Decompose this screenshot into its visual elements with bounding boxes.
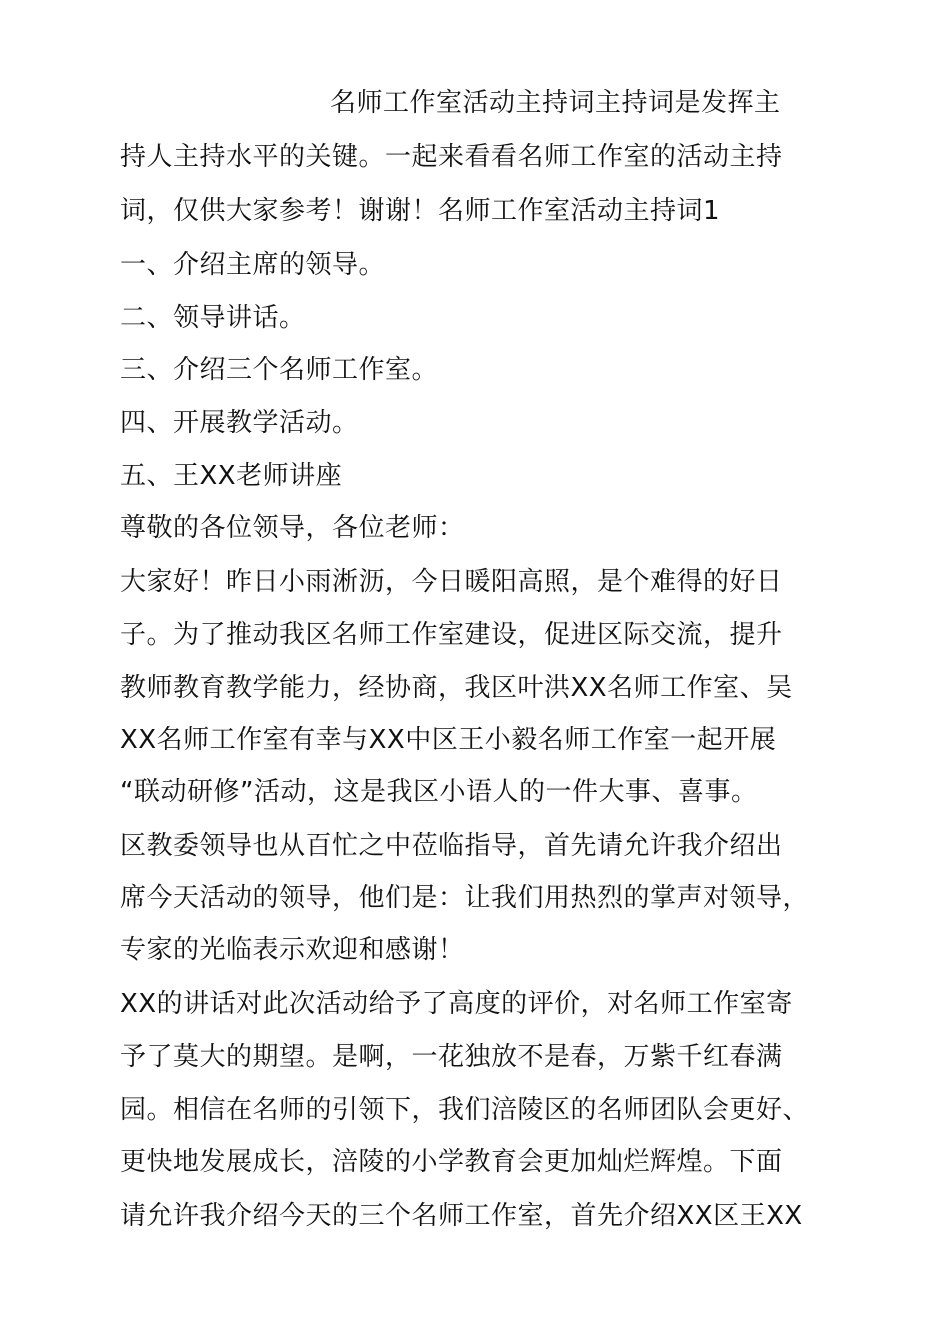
document-title-line: 名师工作室活动主持词主持词是发挥主 — [330, 88, 781, 118]
text-line: 更快地发展成长，涪陵的小学教育会更加灿烂辉煌。下面 — [120, 1147, 783, 1177]
text-line: 词，仅供大家参考！谢谢！名师工作室活动主持词1 — [120, 196, 721, 226]
agenda-item: 四、开展教学活动。 — [120, 408, 359, 438]
agenda-item: 二、领导讲话。 — [120, 303, 306, 333]
text-line: 大家好！昨日小雨淅沥，今日暖阳高照，是个难得的好日 — [120, 567, 783, 597]
text-line: 请允许我介绍今天的三个名师工作室，首先介绍XX区王XX — [120, 1201, 803, 1231]
salutation-line: 尊敬的各位领导，各位老师： — [120, 513, 465, 543]
text-line: 专家的光临表示欢迎和感谢！ — [120, 935, 465, 965]
text-line: 子。为了推动我区名师工作室建设，促进区际交流，提升 — [120, 620, 783, 650]
text-line: “联动研修”活动，这是我区小语人的一件大事、喜事。 — [120, 777, 758, 807]
agenda-item: 一、介绍主席的领导。 — [120, 250, 386, 280]
agenda-item: 三、介绍三个名师工作室。 — [120, 355, 439, 385]
text-line: 园。相信在名师的引领下，我们涪陵区的名师团队会更好、 — [120, 1095, 810, 1125]
text-line: 持人主持水平的关键。一起来看看名师工作室的活动主持 — [120, 142, 783, 172]
text-line: XX的讲话对此次活动给予了高度的评价，对名师工作室寄 — [120, 989, 793, 1019]
text-line: 区教委领导也从百忙之中莅临指导，首先请允许我介绍出 — [120, 831, 783, 861]
text-line: 予了莫大的期望。是啊，一花独放不是春，万紫千红春满 — [120, 1042, 783, 1072]
agenda-item: 五、王XX老师讲座 — [120, 461, 343, 491]
text-line: 教师教育教学能力，经协商，我区叶洪XX名师工作室、吴 — [120, 673, 793, 703]
text-line: XX名师工作室有幸与XX中区王小毅名师工作室一起开展 — [120, 725, 777, 755]
text-line: 席今天活动的领导，他们是：让我们用热烈的掌声对领导， — [120, 883, 810, 913]
